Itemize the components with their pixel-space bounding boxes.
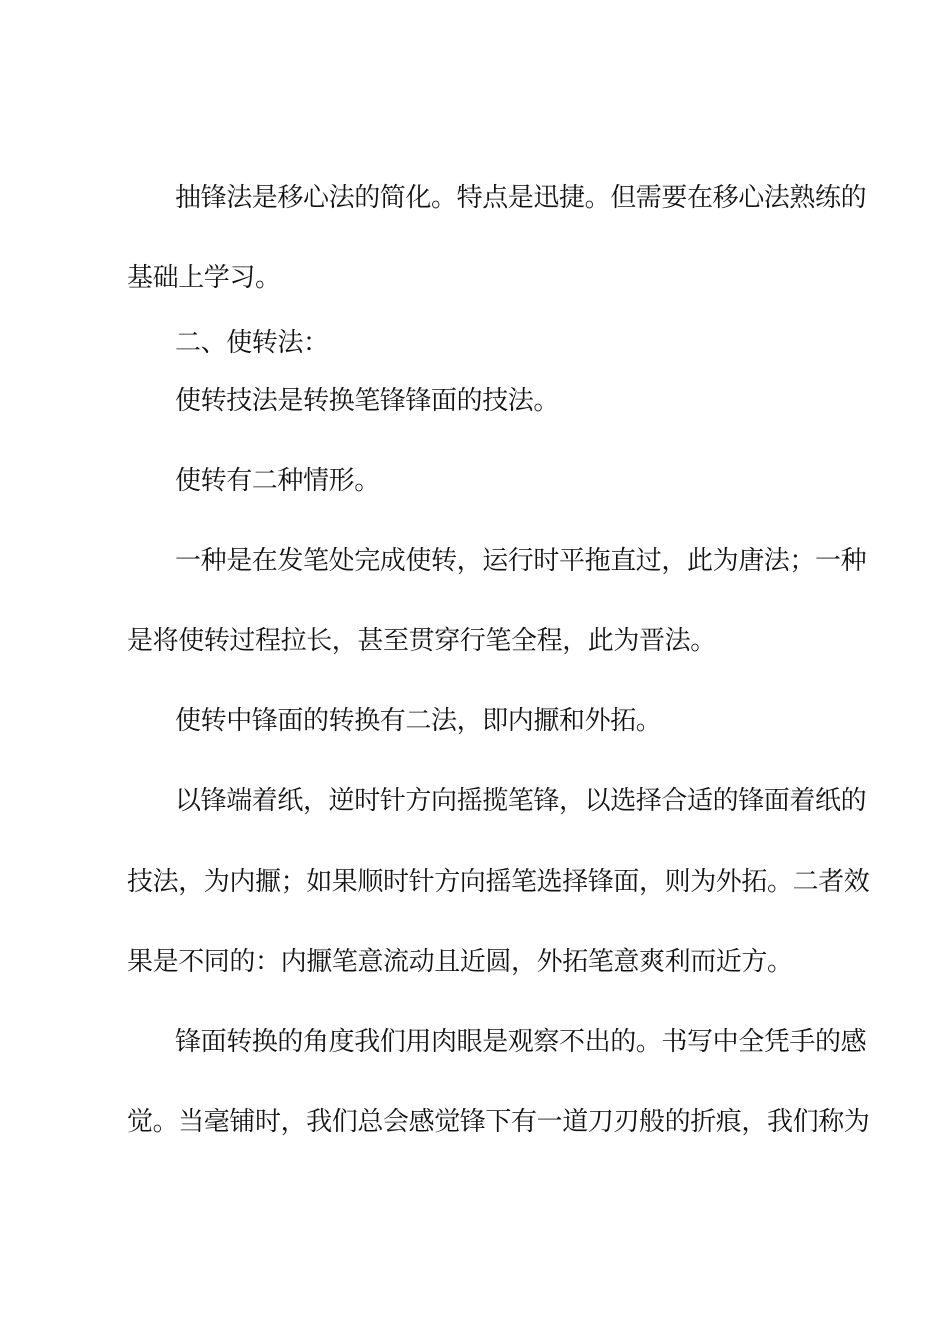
paragraph-line-1: 抽锋法是移心法的简化。特点是迅捷。但需要在移心法熟练的 (175, 183, 867, 213)
paragraph-line-13: 觉。当毫铺时，我们总会感觉锋下有一道刀刃般的折痕，我们称为 (127, 1107, 870, 1137)
paragraph-line-6: 一种是在发笔处完成使转，运行时平拖直过，此为唐法；一种 (175, 546, 867, 576)
paragraph-line-7: 是将使转过程拉长，甚至贯穿行笔全程，此为晋法。 (127, 626, 716, 656)
paragraph-line-9: 以锋端着纸，逆时针方向摇揽笔锋，以选择合适的锋面着纸的 (175, 786, 867, 816)
paragraph-line-10: 技法，为内擫；如果顺时针方向摇笔选择锋面，则为外拓。二者效 (127, 867, 870, 897)
section-heading: 二、使转法： (175, 328, 329, 358)
paragraph-line-11: 果是不同的：内擫笔意流动且近圆，外拓笔意爽利而近方。 (127, 947, 793, 977)
paragraph-line-2: 基础上学习。 (127, 263, 281, 293)
paragraph-line-8: 使转中锋面的转换有二法，即内擫和外拓。 (175, 706, 662, 736)
paragraph-line-4: 使转技法是转换笔锋锋面的技法。 (175, 386, 560, 416)
paragraph-line-5: 使转有二种情形。 (175, 466, 380, 496)
paragraph-line-12: 锋面转换的角度我们用肉眼是观察不出的。书写中全凭手的感 (175, 1027, 867, 1057)
